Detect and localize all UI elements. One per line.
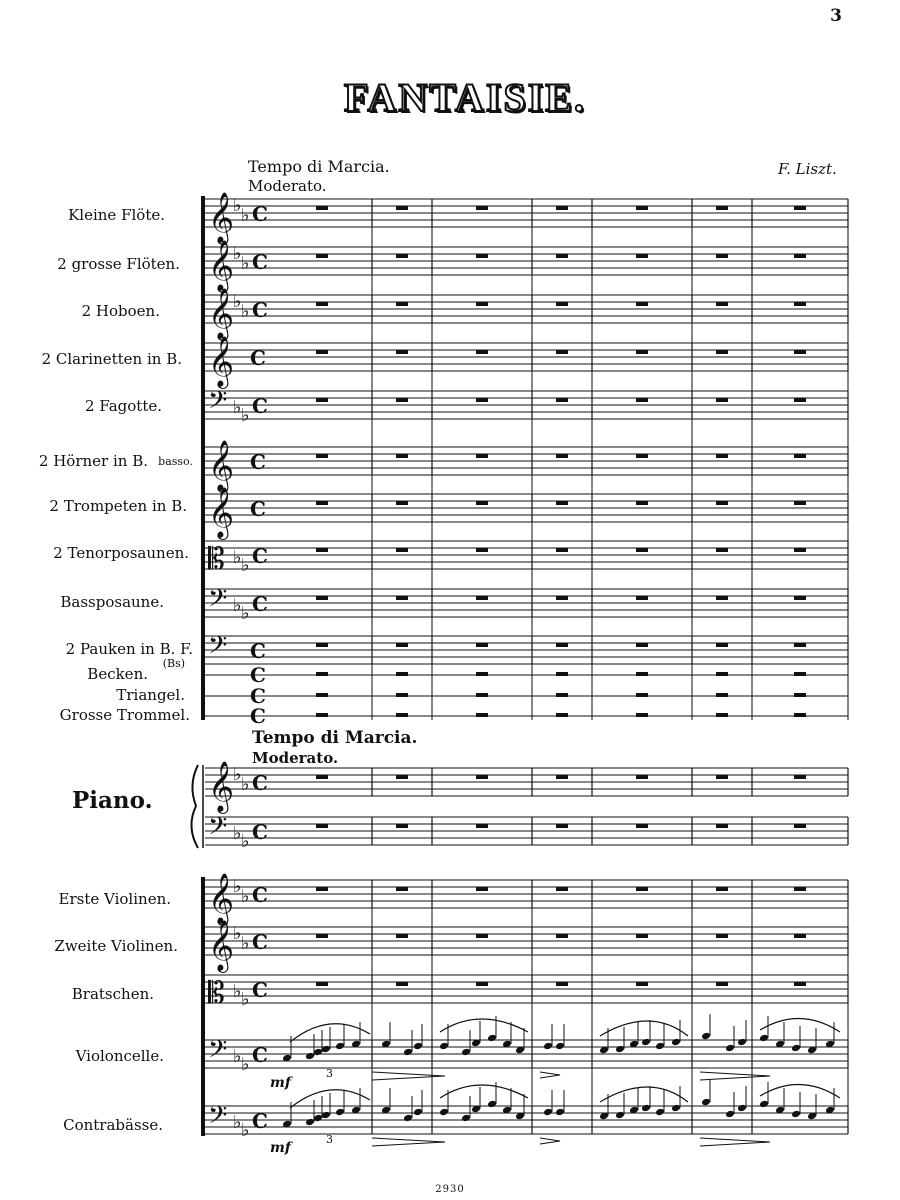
whole-rest-icon xyxy=(636,775,648,779)
note-head xyxy=(759,1034,769,1043)
whole-rest-icon xyxy=(476,982,488,986)
whole-rest-icon xyxy=(794,824,806,828)
flat-icon: ♭ xyxy=(241,989,250,1010)
whole-rest-icon xyxy=(396,302,408,306)
note-head xyxy=(655,1042,665,1051)
whole-rest-icon xyxy=(316,206,328,210)
whole-rest-icon xyxy=(396,713,408,717)
label-becken-sup: (Bs) xyxy=(162,657,185,670)
flat-icon: ♭ xyxy=(241,555,250,576)
whole-rest-icon xyxy=(396,501,408,505)
triplet-mark-violoncelle: 3 xyxy=(326,1067,333,1080)
composer-name: F. Liszt. xyxy=(778,160,837,178)
whole-rest-icon xyxy=(316,824,328,828)
whole-rest-icon xyxy=(476,775,488,779)
whole-rest-icon xyxy=(476,713,488,717)
whole-rest-icon xyxy=(794,934,806,938)
whole-rest-icon xyxy=(396,824,408,828)
whole-rest-icon xyxy=(636,982,648,986)
note-head xyxy=(759,1100,769,1109)
treble-clef-icon: 𝄞 xyxy=(208,873,235,924)
common-time-icon: C xyxy=(250,639,266,663)
whole-rest-icon xyxy=(794,775,806,779)
whole-rest-icon xyxy=(636,501,648,505)
common-time-icon: C xyxy=(252,394,268,418)
common-time-icon: C xyxy=(250,663,266,687)
common-time-icon: C xyxy=(252,820,268,844)
whole-rest-icon xyxy=(556,302,568,306)
triplet-mark-contrabasse: 3 xyxy=(326,1133,333,1146)
label-bratschen: Bratschen. xyxy=(71,985,154,1003)
note-head xyxy=(313,1048,323,1057)
slur xyxy=(440,1019,528,1032)
note-head xyxy=(701,1098,711,1107)
whole-rest-icon xyxy=(636,350,648,354)
whole-rest-icon xyxy=(794,206,806,210)
note-head xyxy=(543,1042,553,1051)
whole-rest-icon xyxy=(716,824,728,828)
flat-icon: ♭ xyxy=(233,243,242,264)
whole-rest-icon xyxy=(636,206,648,210)
flat-icon: ♭ xyxy=(241,253,250,274)
whole-rest-icon xyxy=(716,672,728,676)
note-head xyxy=(555,1042,565,1051)
whole-rest-icon xyxy=(396,454,408,458)
common-time-icon: C xyxy=(252,978,268,1002)
label-grosse-floten: 2 grosse Flöten. xyxy=(57,255,180,273)
whole-rest-icon xyxy=(476,596,488,600)
whole-rest-icon xyxy=(396,350,408,354)
whole-rest-icon xyxy=(396,887,408,891)
whole-rest-icon xyxy=(476,693,488,697)
flat-icon: ♭ xyxy=(241,933,250,954)
whole-rest-icon xyxy=(316,934,328,938)
whole-rest-icon xyxy=(794,713,806,717)
note-head xyxy=(305,1118,315,1127)
whole-rest-icon xyxy=(316,254,328,258)
flat-icon: ♭ xyxy=(241,1054,250,1075)
label-trompeten: 2 Trompeten in B. xyxy=(49,497,187,515)
common-time-icon: C xyxy=(252,298,268,322)
label-bassposaune: Bassposaune. xyxy=(60,593,164,611)
flat-icon: ♭ xyxy=(233,981,242,1002)
whole-rest-icon xyxy=(316,693,328,697)
whole-rest-icon xyxy=(794,672,806,676)
whole-rest-icon xyxy=(556,824,568,828)
note-head xyxy=(655,1108,665,1117)
whole-rest-icon xyxy=(556,350,568,354)
whole-rest-icon xyxy=(556,206,568,210)
whole-rest-icon xyxy=(476,254,488,258)
note-head xyxy=(737,1104,747,1113)
whole-rest-icon xyxy=(476,302,488,306)
whole-rest-icon xyxy=(794,302,806,306)
whole-rest-icon xyxy=(716,548,728,552)
treble-clef-icon: 𝄞 xyxy=(208,192,235,243)
whole-rest-icon xyxy=(396,775,408,779)
alto-clef-icon: 𝄡 xyxy=(208,542,225,577)
label-piano: Piano. xyxy=(72,787,153,814)
whole-rest-icon xyxy=(316,713,328,717)
whole-rest-icon xyxy=(476,501,488,505)
common-time-icon: C xyxy=(250,684,266,708)
label-becken: Becken. xyxy=(87,665,148,683)
label-clarinetten: 2 Clarinetten in B. xyxy=(41,350,182,368)
note-head xyxy=(791,1110,801,1119)
treble-clef-icon: 𝄞 xyxy=(208,240,235,291)
whole-rest-icon xyxy=(556,982,568,986)
whole-rest-icon xyxy=(716,596,728,600)
note-head xyxy=(737,1038,747,1047)
common-time-icon: C xyxy=(250,497,266,521)
whole-rest-icon xyxy=(636,302,648,306)
flat-icon: ♭ xyxy=(233,547,242,568)
plate-number: 2930 xyxy=(435,1184,465,1195)
treble-clef-icon: 𝄞 xyxy=(208,440,235,491)
whole-rest-icon xyxy=(716,713,728,717)
note-head xyxy=(335,1042,345,1051)
common-time-icon: C xyxy=(252,250,268,274)
flat-icon: ♭ xyxy=(241,205,250,226)
whole-rest-icon xyxy=(636,693,648,697)
flat-icon: ♭ xyxy=(233,1046,242,1067)
whole-rest-icon xyxy=(556,501,568,505)
flat-icon: ♭ xyxy=(233,195,242,216)
whole-rest-icon xyxy=(476,643,488,647)
note-head xyxy=(641,1104,651,1113)
flat-icon: ♭ xyxy=(241,301,250,322)
note-head xyxy=(725,1044,735,1053)
whole-rest-icon xyxy=(316,501,328,505)
whole-rest-icon xyxy=(794,548,806,552)
whole-rest-icon xyxy=(316,887,328,891)
bass-clef-icon: 𝄢 xyxy=(208,1035,228,1070)
decrescendo-hairpin xyxy=(372,1072,445,1080)
flat-icon: ♭ xyxy=(241,831,250,852)
whole-rest-icon xyxy=(794,350,806,354)
whole-rest-icon xyxy=(716,454,728,458)
whole-rest-icon xyxy=(716,934,728,938)
whole-rest-icon xyxy=(716,693,728,697)
tempo-marking: Tempo di Marcia. xyxy=(248,157,390,176)
note-head xyxy=(615,1045,625,1054)
whole-rest-icon xyxy=(556,596,568,600)
bass-clef-icon: 𝄢 xyxy=(208,631,228,666)
flat-icon: ♭ xyxy=(233,291,242,312)
whole-rest-icon xyxy=(716,398,728,402)
flat-icon: ♭ xyxy=(233,823,242,844)
piano-tempo-sub-marking: Moderato. xyxy=(252,749,339,767)
whole-rest-icon xyxy=(636,454,648,458)
whole-rest-icon xyxy=(316,643,328,647)
note-head xyxy=(439,1042,449,1051)
whole-rest-icon xyxy=(794,501,806,505)
common-time-icon: C xyxy=(252,883,268,907)
decrescendo-hairpin xyxy=(540,1072,560,1078)
note-head xyxy=(641,1038,651,1047)
whole-rest-icon xyxy=(316,672,328,676)
note-head xyxy=(671,1038,681,1047)
whole-rest-icon xyxy=(476,934,488,938)
whole-rest-icon xyxy=(476,887,488,891)
flat-icon: ♭ xyxy=(241,886,250,907)
whole-rest-icon xyxy=(636,887,648,891)
whole-rest-icon xyxy=(476,824,488,828)
note-head xyxy=(487,1100,497,1109)
tempo-sub-marking: Moderato. xyxy=(248,177,327,195)
alto-clef-icon: 𝄡 xyxy=(208,976,225,1011)
decrescendo-hairpin xyxy=(700,1138,770,1146)
whole-rest-icon xyxy=(476,454,488,458)
label-erste-violinen: Erste Violinen. xyxy=(58,890,171,908)
note-head xyxy=(413,1108,423,1117)
whole-rest-icon xyxy=(316,982,328,986)
piano-brace-icon xyxy=(191,765,198,848)
slur xyxy=(440,1085,528,1098)
whole-rest-icon xyxy=(396,548,408,552)
decrescendo-hairpin xyxy=(372,1138,445,1146)
whole-rest-icon xyxy=(556,775,568,779)
whole-rest-icon xyxy=(396,672,408,676)
whole-rest-icon xyxy=(716,501,728,505)
whole-rest-icon xyxy=(794,596,806,600)
whole-rest-icon xyxy=(556,887,568,891)
common-time-icon: C xyxy=(252,1109,268,1133)
whole-rest-icon xyxy=(476,548,488,552)
whole-rest-icon xyxy=(716,643,728,647)
note-head xyxy=(313,1114,323,1123)
whole-rest-icon xyxy=(556,398,568,402)
treble-clef-icon: 𝄞 xyxy=(208,920,235,971)
whole-rest-icon xyxy=(636,672,648,676)
note-head xyxy=(543,1108,553,1117)
note-head xyxy=(487,1034,497,1043)
label-grosse-trommel: Grosse Trommel. xyxy=(59,706,190,724)
whole-rest-icon xyxy=(716,982,728,986)
flat-icon: ♭ xyxy=(241,405,250,426)
label-violoncelle: Violoncelle. xyxy=(75,1047,164,1065)
label-horner: 2 Hörner in B. xyxy=(38,452,148,470)
whole-rest-icon xyxy=(556,713,568,717)
slur xyxy=(600,1087,688,1102)
whole-rest-icon xyxy=(476,350,488,354)
whole-rest-icon xyxy=(396,206,408,210)
common-time-icon: C xyxy=(252,930,268,954)
whole-rest-icon xyxy=(556,643,568,647)
dynamic-mf-violoncelle: mf xyxy=(270,1075,291,1091)
whole-rest-icon xyxy=(716,887,728,891)
dynamic-mf-contrabasse: mf xyxy=(270,1140,291,1156)
note-head xyxy=(725,1110,735,1119)
common-time-icon: C xyxy=(250,450,266,474)
whole-rest-icon xyxy=(396,693,408,697)
label-horner-basso: basso. xyxy=(158,455,193,468)
common-time-icon: C xyxy=(252,771,268,795)
whole-rest-icon xyxy=(636,548,648,552)
note-head xyxy=(791,1044,801,1053)
note-head xyxy=(403,1048,413,1057)
whole-rest-icon xyxy=(794,693,806,697)
whole-rest-icon xyxy=(396,254,408,258)
common-time-icon: C xyxy=(252,202,268,226)
whole-rest-icon xyxy=(716,254,728,258)
whole-rest-icon xyxy=(716,350,728,354)
whole-rest-icon xyxy=(794,254,806,258)
whole-rest-icon xyxy=(556,672,568,676)
flat-icon: ♭ xyxy=(233,876,242,897)
whole-rest-icon xyxy=(636,596,648,600)
whole-rest-icon xyxy=(794,643,806,647)
note-head xyxy=(671,1104,681,1113)
flat-icon: ♭ xyxy=(241,603,250,624)
flat-icon: ♭ xyxy=(233,764,242,785)
whole-rest-icon xyxy=(396,596,408,600)
bass-clef-icon: 𝄢 xyxy=(208,386,228,421)
note-head xyxy=(321,1045,331,1054)
common-time-icon: C xyxy=(250,346,266,370)
note-head xyxy=(555,1108,565,1117)
whole-rest-icon xyxy=(316,350,328,354)
treble-clef-icon: 𝄞 xyxy=(208,336,235,387)
common-time-icon: C xyxy=(250,704,266,728)
flat-icon: ♭ xyxy=(241,774,250,795)
whole-rest-icon xyxy=(316,302,328,306)
decrescendo-hairpin xyxy=(540,1138,560,1144)
note-head xyxy=(615,1111,625,1120)
whole-rest-icon xyxy=(316,548,328,552)
flat-icon: ♭ xyxy=(233,397,242,418)
note-head xyxy=(335,1108,345,1117)
whole-rest-icon xyxy=(636,643,648,647)
whole-rest-icon xyxy=(636,254,648,258)
note-head xyxy=(403,1114,413,1123)
common-time-icon: C xyxy=(252,592,268,616)
page-number: 3 xyxy=(830,6,842,26)
note-head xyxy=(461,1114,471,1123)
label-tenorposaunen: 2 Tenorposaunen. xyxy=(53,544,189,562)
treble-clef-icon: 𝄞 xyxy=(208,487,235,538)
whole-rest-icon xyxy=(396,934,408,938)
whole-rest-icon xyxy=(636,824,648,828)
whole-rest-icon xyxy=(716,206,728,210)
note-head xyxy=(413,1042,423,1051)
label-fagotte: 2 Fagotte. xyxy=(85,397,162,415)
note-head xyxy=(305,1052,315,1061)
label-zweite-violinen: Zweite Violinen. xyxy=(54,937,178,955)
whole-rest-icon xyxy=(316,775,328,779)
label-pauken: 2 Pauken in B. F. xyxy=(65,640,193,658)
whole-rest-icon xyxy=(794,887,806,891)
whole-rest-icon xyxy=(794,982,806,986)
whole-rest-icon xyxy=(556,693,568,697)
whole-rest-icon xyxy=(716,775,728,779)
whole-rest-icon xyxy=(556,934,568,938)
label-contrabasse: Contrabässe. xyxy=(63,1116,163,1134)
page-title: FANTAISIE. xyxy=(344,75,586,120)
whole-rest-icon xyxy=(636,934,648,938)
whole-rest-icon xyxy=(316,596,328,600)
piano-tempo-marking: Tempo di Marcia. xyxy=(252,728,418,748)
flat-icon: ♭ xyxy=(233,595,242,616)
label-kleine-flote: Kleine Flöte. xyxy=(68,206,165,224)
whole-rest-icon xyxy=(396,398,408,402)
whole-rest-icon xyxy=(794,398,806,402)
whole-rest-icon xyxy=(476,206,488,210)
whole-rest-icon xyxy=(794,454,806,458)
whole-rest-icon xyxy=(556,548,568,552)
flat-icon: ♭ xyxy=(233,923,242,944)
bass-clef-icon: 𝄢 xyxy=(208,812,228,847)
whole-rest-icon xyxy=(556,254,568,258)
whole-rest-icon xyxy=(476,398,488,402)
whole-rest-icon xyxy=(556,454,568,458)
note-head xyxy=(321,1111,331,1120)
whole-rest-icon xyxy=(636,713,648,717)
flat-icon: ♭ xyxy=(233,1112,242,1133)
whole-rest-icon xyxy=(396,643,408,647)
whole-rest-icon xyxy=(396,982,408,986)
treble-clef-icon: 𝄞 xyxy=(208,288,235,339)
common-time-icon: C xyxy=(252,544,268,568)
bass-clef-icon: 𝄢 xyxy=(208,584,228,619)
whole-rest-icon xyxy=(476,672,488,676)
note-head xyxy=(461,1048,471,1057)
slur xyxy=(600,1021,688,1036)
whole-rest-icon xyxy=(636,398,648,402)
whole-rest-icon xyxy=(716,302,728,306)
decrescendo-hairpin xyxy=(700,1072,770,1080)
note-head xyxy=(701,1032,711,1041)
label-hoboen: 2 Hoboen. xyxy=(81,302,160,320)
flat-icon: ♭ xyxy=(241,1120,250,1141)
label-triangel: Triangel. xyxy=(116,686,185,704)
note-head xyxy=(439,1108,449,1117)
whole-rest-icon xyxy=(316,454,328,458)
treble-clef-icon: 𝄞 xyxy=(208,761,235,812)
whole-rest-icon xyxy=(316,398,328,402)
bass-clef-icon: 𝄢 xyxy=(208,1101,228,1136)
common-time-icon: C xyxy=(252,1043,268,1067)
